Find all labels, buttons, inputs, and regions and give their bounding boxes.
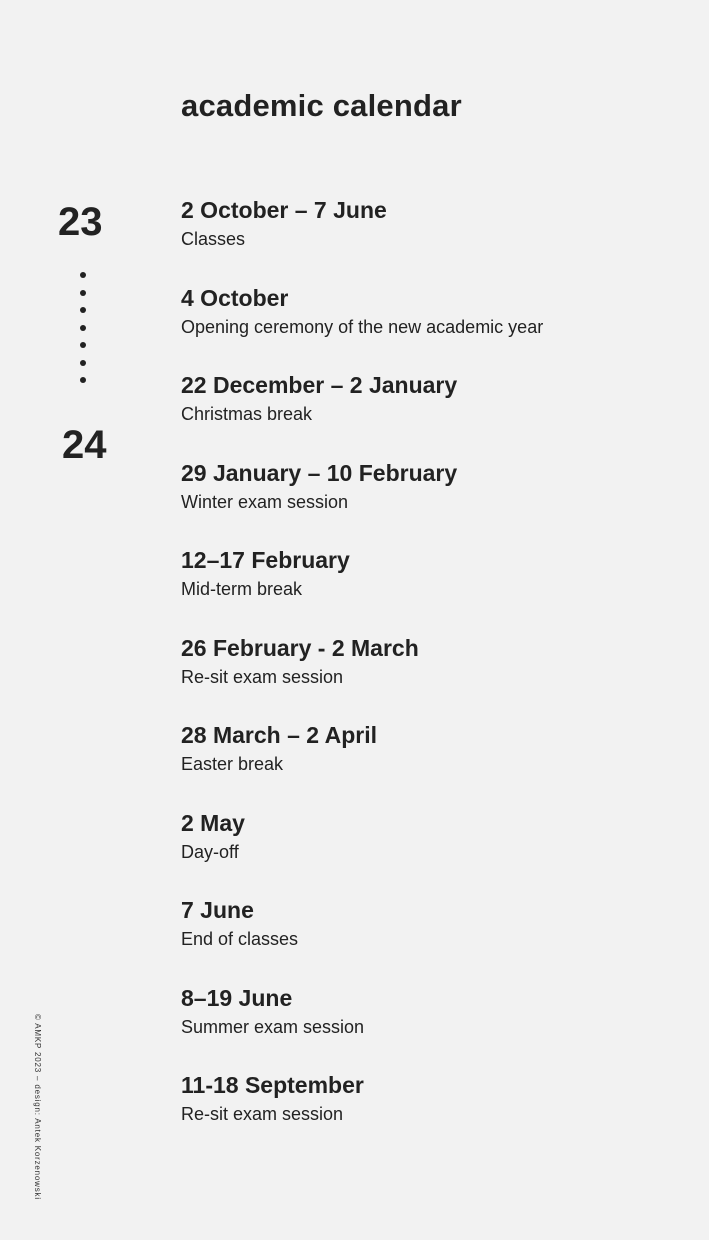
event-description: Easter break [181,754,284,774]
event-description: Mid-term break [181,579,303,599]
design-credit: © AMKP 2023 – design: Antek Korzenowski [33,1014,42,1200]
event-list [181,195,681,1158]
event-item [181,895,681,983]
event-item [181,370,681,458]
event-item [181,1070,681,1158]
event-description: Classes [181,229,246,249]
event-description: Christmas break [181,404,313,424]
event-description: Summer exam session [181,1016,365,1037]
dot-divider [80,272,86,278]
event-date: 12–17 February [181,547,350,573]
event-date: 4 October [181,284,289,311]
event-date: 28 March – 2 April [181,722,378,748]
event-description: End of classes [181,929,299,949]
event-date: 7 June [181,897,254,923]
year-range-dots [80,272,86,395]
event-description: Re-sit exam session [181,1104,344,1124]
dot-divider [80,360,86,366]
event-description: Re-sit exam session [181,666,344,687]
event-date: 8–19 June [181,984,293,1011]
dot-divider [80,290,86,296]
event-description: Day-off [181,841,239,862]
event-date: 2 May [181,809,245,836]
page-title: academic calendar [181,88,462,123]
event-description: Opening ceremony of the new academic year [181,316,544,337]
event-item [181,808,681,896]
event-item [181,458,681,546]
event-date: 26 February - 2 March [181,634,419,661]
dot-divider [80,342,86,348]
event-item [181,195,681,283]
event-date: 2 October – 7 June [181,197,387,223]
event-date: 11-18 September [181,1072,364,1098]
event-date: 29 January – 10 February [181,459,458,486]
dot-divider [80,377,86,383]
dot-divider [80,307,86,313]
event-date: 22 December – 2 January [181,372,458,398]
event-item [181,633,681,721]
dot-divider [80,325,86,331]
event-item [181,283,681,371]
year-end: 24 [62,423,107,467]
event-item [181,983,681,1071]
year-start: 23 [58,200,103,244]
event-item [181,720,681,808]
event-description: Winter exam session [181,491,349,512]
event-item [181,545,681,633]
